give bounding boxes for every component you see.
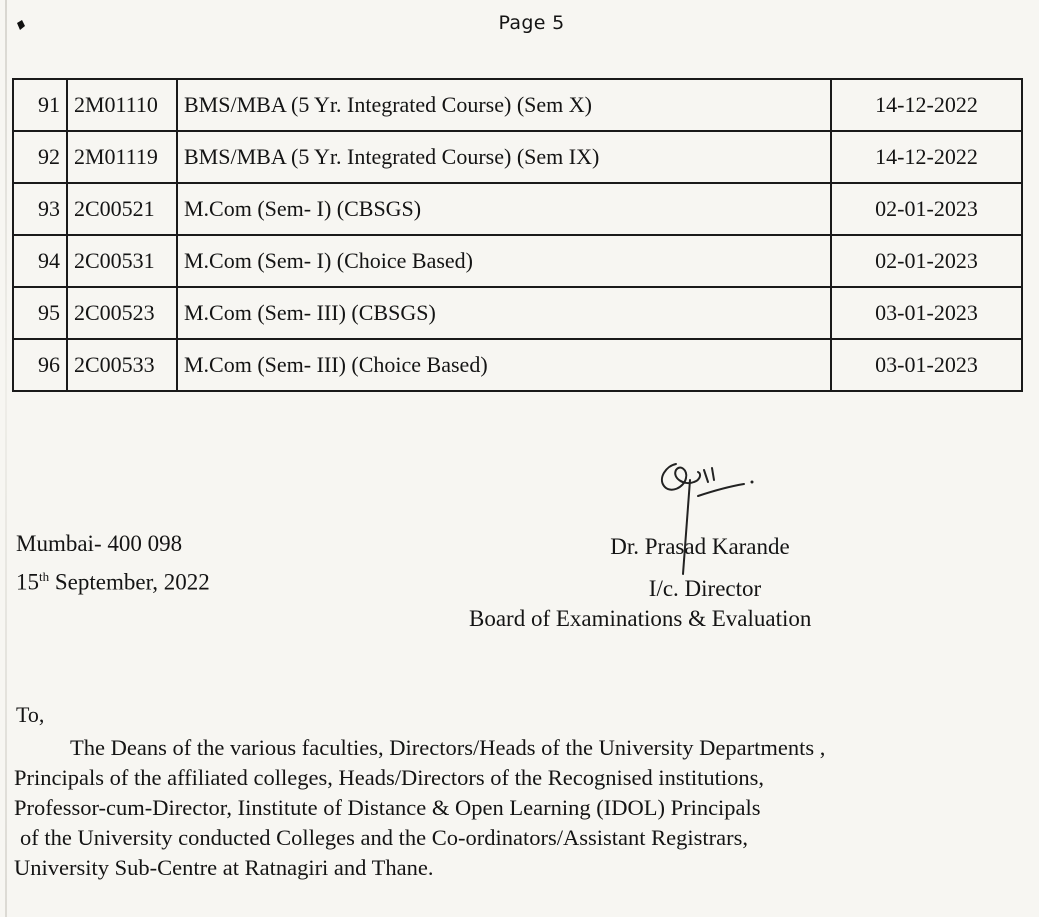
course-name: M.Com (Sem- I) (CBSGS): [177, 183, 831, 235]
addressee-line: Principals of the affiliated colleges, Heads/Directors of the Recognised institutions,: [14, 765, 765, 790]
course-name: M.Com (Sem- III) (CBSGS): [177, 287, 831, 339]
exam-date: 14-12-2022: [831, 131, 1022, 183]
signatory-department: Board of Examinations & Evaluation: [469, 606, 812, 631]
page-number: [0, 12, 1039, 34]
row-number: 93: [13, 183, 67, 235]
row-number: 92: [13, 131, 67, 183]
exam-date: 02-01-2023: [831, 183, 1022, 235]
page-number-label: Page 5: [498, 12, 565, 34]
course-code: 2C00531: [67, 235, 177, 287]
row-number: 95: [13, 287, 67, 339]
course-name: M.Com (Sem- I) (Choice Based): [177, 235, 831, 287]
addressee-line: The Deans of the various faculties, Directors/Heads of the University Departments ,: [70, 735, 826, 760]
table-row: [13, 183, 1022, 235]
course-code: 2M01119: [67, 131, 177, 183]
table-row: [13, 235, 1022, 287]
page-edge-shadow: [5, 0, 7, 917]
course-code: 2C00533: [67, 339, 177, 391]
addressee-line: University Sub-Centre at Ratnagiri and Thane.: [14, 855, 434, 880]
exam-date: 14-12-2022: [831, 79, 1022, 131]
issue-date-suffix: th: [39, 569, 50, 584]
issue-date-rest: September, 2022: [54, 569, 210, 595]
row-number: 96: [13, 339, 67, 391]
course-name: BMS/MBA (5 Yr. Integrated Course) (Sem IX): [177, 131, 831, 183]
table-row: [13, 131, 1022, 183]
addressee-line: Professor-cum-Director, Iinstitute of Distance & Open Learning (IDOL) Principals: [14, 795, 761, 820]
addressee-line: of the University conducted Colleges and the Co-ordinators/Assistant Registrars,: [20, 825, 748, 850]
exam-date: 03-01-2023: [831, 339, 1022, 391]
signatory-role: I/c. Director: [648, 576, 762, 601]
exam-date: 02-01-2023: [831, 235, 1022, 287]
course-code: 2M01110: [67, 79, 177, 131]
course-name: M.Com (Sem- III) (Choice Based): [177, 339, 831, 391]
issue-date-day: 15: [16, 569, 39, 595]
table-row: [13, 79, 1022, 131]
course-name: BMS/MBA (5 Yr. Integrated Course) (Sem X): [177, 79, 831, 131]
signatory-name: Dr. Prasad Karande: [610, 534, 790, 559]
issue-date: [16, 569, 210, 596]
addressee-heading: To,: [16, 702, 45, 727]
row-number: 91: [13, 79, 67, 131]
table-row: [13, 287, 1022, 339]
course-code: 2C00521: [67, 183, 177, 235]
exam-schedule-table: [12, 78, 1023, 392]
row-number: 94: [13, 235, 67, 287]
exam-date: 03-01-2023: [831, 287, 1022, 339]
course-code: 2C00523: [67, 287, 177, 339]
table-row: [13, 339, 1022, 391]
issue-place: Mumbai- 400 098: [16, 531, 183, 556]
addressee-list: [14, 733, 1014, 883]
